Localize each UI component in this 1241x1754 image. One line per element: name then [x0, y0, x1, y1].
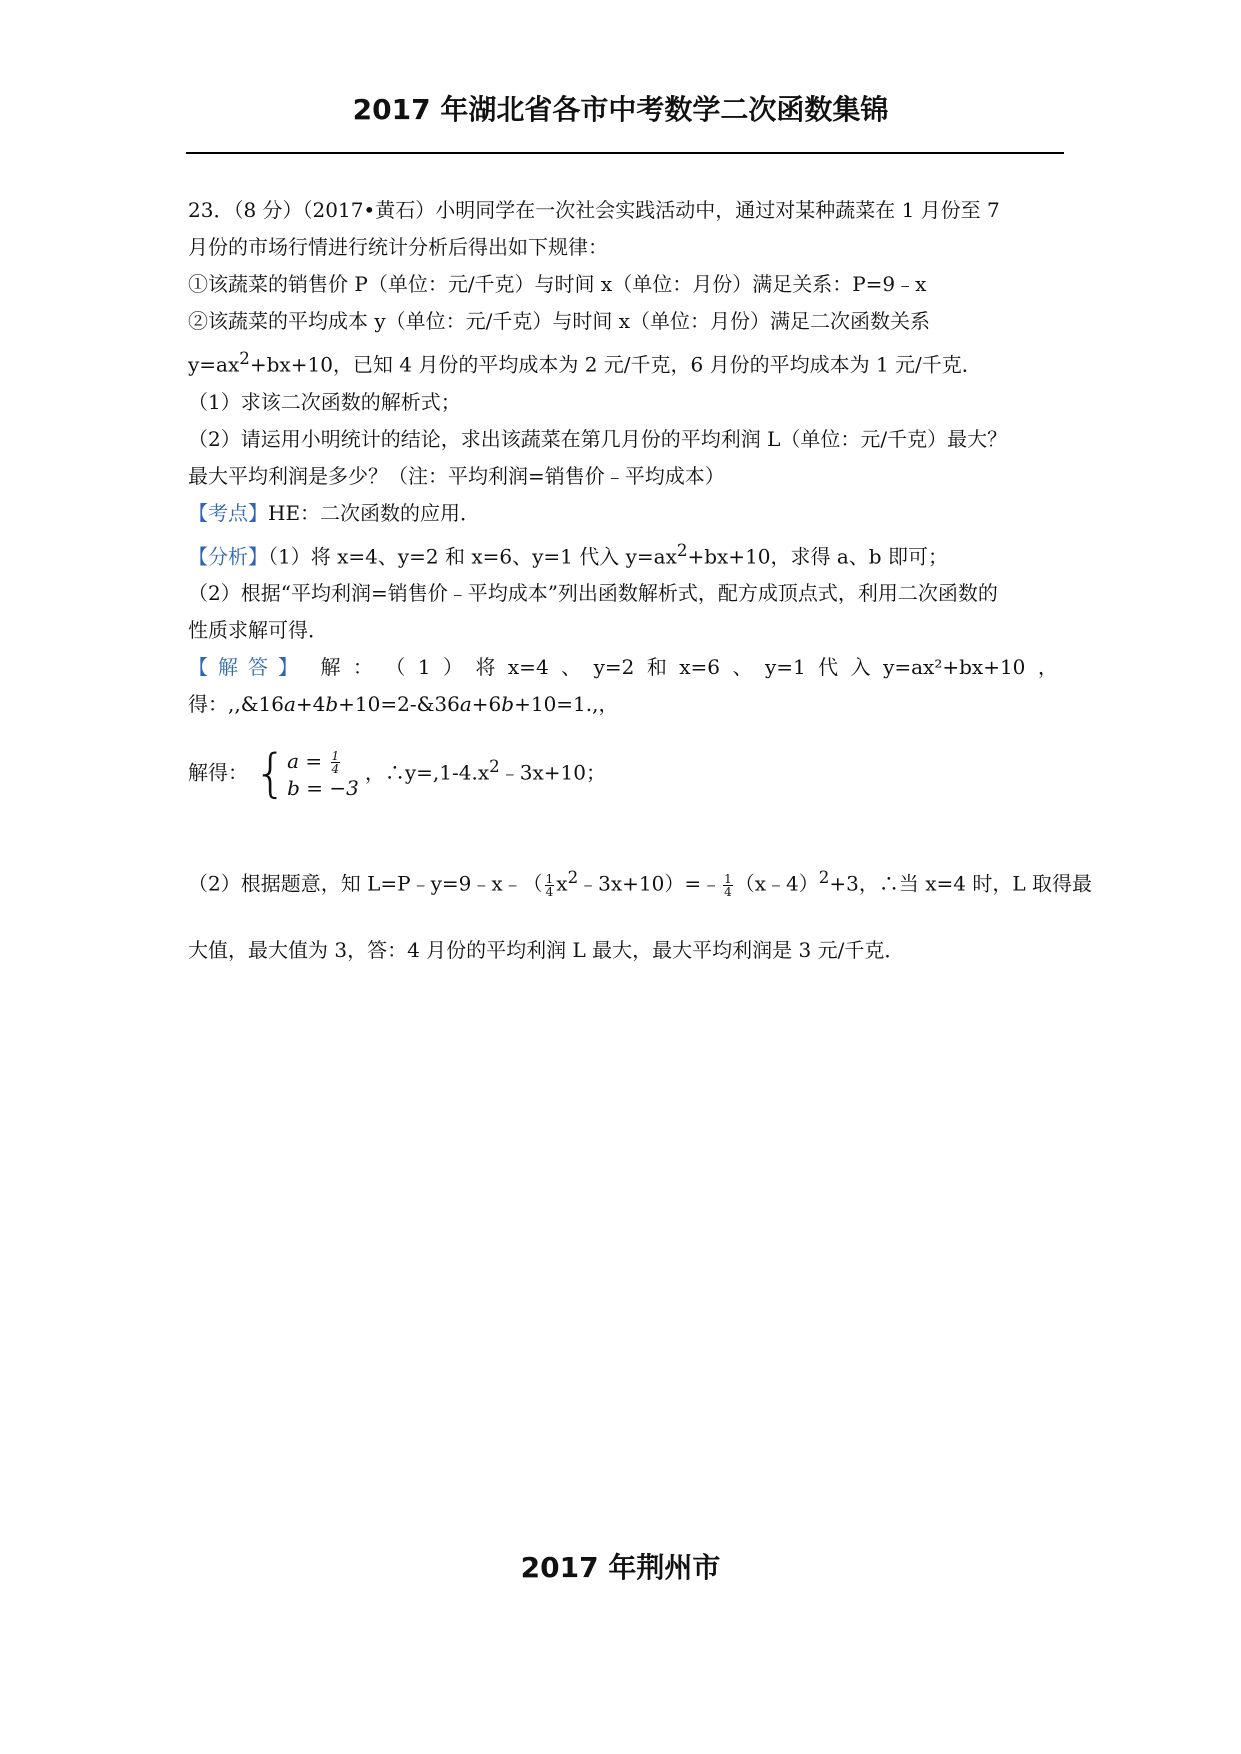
- fenxi-text-b: +bx+10，求得 a、b 即可；: [687, 544, 948, 569]
- section-title: 2017 年荆州市: [520, 1551, 721, 1584]
- problem-line-1: 23．（8 分）（2017•黄石）小明同学在一次社会实践活动中，通过对某种蔬菜在 1 月份至 7: [188, 198, 1000, 222]
- jieda-part: x=4: [507, 655, 549, 680]
- part2-line-1: （2）根据题意，知 L=P﹣y=9﹣x﹣（ $\frac{1}{4}$ $x^2﹣3x+10)=﹣$ $\frac{1}{4}$ （x﹣4）$^2$+3，∴当 x=4 时，L 取得最: [188, 867, 1093, 899]
- jieda-part: x=6: [679, 655, 721, 680]
- exponent: 2: [567, 867, 579, 887]
- question-2: （2）请运用小明统计的结论，求出该蔬菜在第几月份的平均利润 L（单位：元/千克）最大？: [188, 426, 1008, 451]
- part2-line-2: 大值，最大值为 3，答：4 月份的平均利润 L 最大，最大平均利润是 3 元/千克．: [188, 937, 905, 962]
- fenxi-line-2: （2）根据“平均利润=销售价﹣平均成本”列出函数解析式，配方成顶点式，利用二次函数的: [188, 581, 998, 606]
- fenxi-text-a: （1）将 x=4、y=2 和 x=6、y=1 代入 y=ax: [268, 544, 677, 569]
- jieda-tag: 【解答】: [188, 655, 308, 680]
- jiede-label: 解得：: [188, 760, 248, 785]
- jieda-part: ，: [1037, 655, 1058, 680]
- system-row-a: a = $\frac{1}{4}$: [287, 748, 340, 776]
- jieda-part: y=ax²+bx+10: [883, 655, 1026, 680]
- question-1: （1）求该二次函数的解析式；: [188, 389, 461, 414]
- problem-condition-1: ①该蔬菜的销售价 P（单位：元/千克）与时间 x（单位：月份）满足关系：P=9﹣x: [188, 272, 927, 296]
- kaodian-line: [188, 495, 1058, 532]
- fraction: $\frac{1}{4}$: [545, 871, 554, 899]
- fenxi-line-1: [188, 532, 1058, 576]
- jieda-part: y=1: [764, 655, 806, 680]
- jieda-part: （: [385, 655, 406, 680]
- solution-result-b: ﹣3x+10；: [499, 760, 606, 785]
- jieda-part: ）: [443, 655, 463, 680]
- problem-line-2: 月份的市场行情进行统计分析后得出如下规律：: [188, 235, 608, 259]
- problem-condition-2: ②该蔬菜的平均成本 y（单位：元/千克）与时间 x（单位：月份）满足二次函数关系: [188, 309, 931, 333]
- exponent: 2: [489, 757, 500, 777]
- jieda-part: 将: [475, 655, 496, 680]
- system-row-b: b = −3: [287, 775, 359, 800]
- jieda-part: 1: [417, 655, 431, 680]
- jieda-line-1: [188, 649, 1058, 686]
- page-title: 2017 年湖北省各市中考数学二次函数集锦: [352, 93, 889, 126]
- jieda-part: 和: [646, 655, 667, 680]
- jieda-line-2: 得：,,&16𝑎+4𝑏+10=2-&36𝑎+6𝑏+10=1.,，: [188, 692, 619, 717]
- jieda-part: 、: [561, 655, 582, 680]
- formula-text: y=ax: [188, 352, 240, 377]
- jieda-part: 入: [850, 655, 871, 680]
- title-divider: [186, 152, 1064, 154]
- jieda-part: ：: [352, 655, 373, 680]
- problem-condition-2-cont: [188, 340, 1058, 384]
- equation-system: [254, 744, 359, 805]
- exponent: 2: [818, 867, 830, 887]
- solution-result: ，∴y=,1-4.x: [364, 760, 490, 785]
- fenxi-tag: 【分析】: [188, 544, 268, 569]
- formula-text-rest: +bx+10，已知 4 月份的平均成本为 2 元/千克，6 月份的平均成本为 1 元/千克．: [249, 352, 982, 377]
- fraction: $\frac{1}{4}$: [331, 748, 340, 776]
- fenxi-line-3: 性质求解可得．: [188, 618, 328, 643]
- exponent: 2: [239, 349, 250, 368]
- problem-content: [188, 192, 1093, 969]
- system-rows: [287, 748, 359, 801]
- brace-icon: {: [254, 744, 288, 805]
- fraction: $\frac{1}{4}$: [724, 871, 732, 899]
- exponent: 2: [676, 540, 688, 560]
- jieda-part: 解: [320, 655, 341, 680]
- kaodian-tag: 【考点】: [188, 500, 268, 525]
- solution-system-line: [188, 737, 1058, 803]
- jieda-part: 、: [732, 655, 753, 680]
- question-2-cont: 最大平均利润是多少？（注：平均利润=销售价﹣平均成本）: [188, 463, 725, 488]
- kaodian-text: HE：二次函数的应用．: [268, 500, 481, 525]
- jieda-part: 代: [818, 655, 839, 680]
- jieda-part: y=2: [593, 655, 635, 680]
